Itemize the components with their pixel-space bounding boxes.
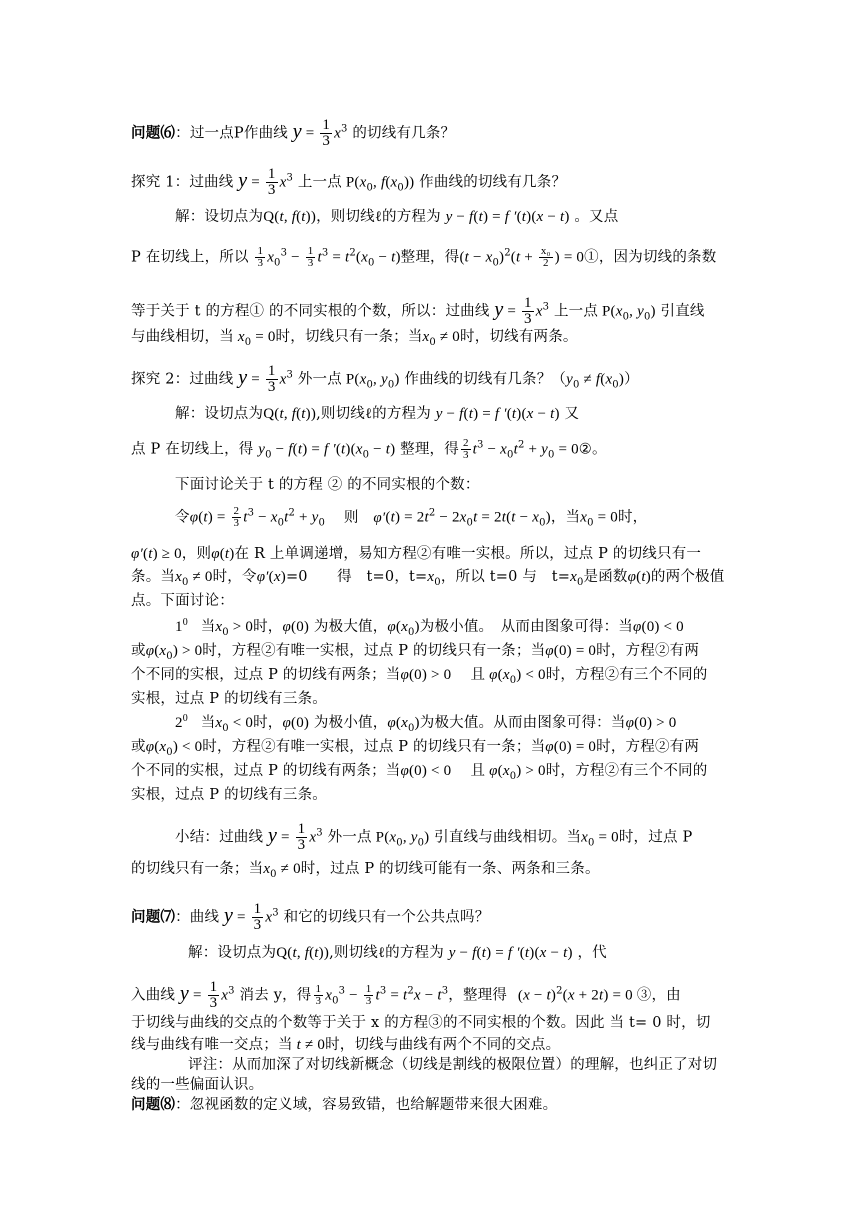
case-1-line-4: 实根，过点 P 的切线有三条。 [131, 691, 327, 707]
exploration-2-discussion-intro: 下面讨论关于 t 的方程 ② 的不同实根的个数： [175, 477, 480, 493]
case-2-line-3: 个不同的实根，过点 P 的切线有两条；当φ(0) < 0 且 $\varphi(x_0) > 0$时，方程②有三个不同的 [131, 763, 708, 782]
exploration-1-solution-line-1: 解：设切点为Q(t, f(t))，则切线ℓ的方程为 y − f(t) = f ′(t)(x − t) 。又点 [175, 209, 619, 225]
question-7: 问题⑺：曲线 y = $\frac{1}{3}$ $x^3$ 和它的切线只有一个公共点吗？ [131, 901, 490, 933]
case-2-line-4: 实根，过点 P 的切线有三条。 [131, 787, 327, 803]
question-6: 问题⑹：过一点P作曲线 y = $\frac{1}{3}$ $x^3$ 的切线有几条？ [131, 117, 456, 149]
question-7-solution-line-1: 解：设切点为Q(t, f(t)),则切线ℓ的方程为 y − f(t) = f ′(t)(x − t) ，代 [188, 945, 607, 961]
exploration-1-solution-line-2: P 在切线上，所以 $\frac{1}{3}$ $x_0^3$ − $\frac{1}{3}$ $t^3 = t^2(x_0 - t)$整理，得$(t - x_0)^2(t$ + $\frac{\text{x₀}}{2}$ ) = 0①，因为切线的条数 [131, 245, 717, 269]
summary-line-1: 小结：过曲线 y = $\frac{1}{3}$ $x^3$ 外一点 $P(x_0$, $y_0$) 引直线与曲线相切。当$x_0 = 0$时，过点 P [175, 821, 693, 853]
case-2-line-1: $2^0$ 当$x_0 < 0$时，φ(0) 为极小值，$\varphi(x_0)$为极大值。从而由图象可得：当φ(0) > 0 [175, 713, 677, 734]
exploration-2-solution-line-1: 解：设切点为Q(t, f(t)),则切线ℓ的方程为 y − f(t) = f ′(t)(x − t) 又 [175, 406, 580, 422]
exploration-2-line-extrema: 条。当$x_0 \ne 0$时，令φ′(x)=0 得 t=0，$t=x_0$，所以 t=0 与 $t=x_0$是函数φ(t)的两个极值 [131, 569, 725, 588]
exploration-2-phi-definition: 令φ(t) = $\frac{2}{3}$ $t^3 - x_0t^2 + y_0$ 则 $\varphi'(t) = 2t^2 - 2x_0t = 2t(t - x_0)$，当$x_0 = 0$时， [175, 505, 648, 529]
case-1-line-2: 或$\varphi(x_0) > 0$时，方程②有唯一实根，过点 P 的切线只有一条；当φ(0) = 0时，方程②有两 [131, 643, 700, 662]
exploration-2-line-monotone: φ′(t) ≥ 0，则φ(t)在 R 上单调递增，易知方程②有唯一实根。所以，过点 P 的切线只有一 [131, 546, 702, 562]
review-line-1: 评注：从而加深了对切线新概念（切线是割线的极限位置）的理解，也纠正了对切 [188, 1057, 718, 1073]
exploration-1-title: 探究 1：过曲线 y = $\frac{1}{3}$ $x^3$ 上一点 $P(x_0$, $f(x_0)$) 作曲线的切线有几条？ [131, 166, 567, 198]
exploration-2-title: 探究 2：过曲线 y = $\frac{1}{3}$ $x^3$ 外一点 $P(x_0$, $y_0$) 作曲线的切线有几条？$(y_0 \ne f(x_0))$ [131, 363, 639, 395]
question-6-text: 过一点P作曲线 [189, 125, 288, 142]
question-7-solution-line-4: 线与曲线有唯一交点；当 t ≠ 0时，切线与曲线有两个不同的交点。 [131, 1037, 561, 1053]
summary-line-2: 的切线只有一条；当$x_0 \ne 0$时，过点 P 的切线可能有一条、两条和三条。 [131, 861, 600, 880]
case-2-line-2: 或$\varphi(x_0) < 0$时，方程②有唯一实根，过点 P 的切线只有一条；当φ(0) = 0时，方程②有两 [131, 739, 700, 758]
exploration-1-solution-line-4: 与曲线相切，当 $x_0 = 0$时，切线只有一条；当$x_0 \ne 0$时，切线有两条。 [131, 329, 578, 348]
question-7-solution-line-2: 入曲线 y = $\frac{1}{3}$ $x^3$ 消去 y，得 $\frac{1}{3}$ $x_0^3$ − $\frac{1}{3}$ $t^3 = t^2x - t^3$，整理得 $(x - t)^2(x + 2t) = 0$ ③，由 [131, 979, 681, 1011]
question-7-label: 问题⑺ [131, 908, 176, 926]
exploration-1-solution-line-3: 等于关于 t 的方程① 的不同实根的个数，所以：过曲线 y = $\frac{1}{3}$ $x^3$ 上一点 $P(x_0$, $y_0$) 引直线 [131, 295, 705, 327]
question-8-label: 问题⑻ [131, 1096, 176, 1113]
case-1-line-1: $1^0$ 当$x_0 > 0$时，φ(0) 为极大值，$\varphi(x_0)$为极小值。 从而由图象可得：当φ(0) < 0 [175, 617, 684, 638]
exploration-2-line-discuss: 点。下面讨论： [131, 593, 234, 609]
review-line-2: 线的一些偏面认识。 [131, 1077, 264, 1093]
question-6-label: 问题⑹ [131, 124, 176, 142]
exploration-2-solution-line-2: 点 P 在切线上，得 $y_0 - f(t) = f$ $'(t)(x_0 - t)$ 整理，得 $\frac{2}{3}$ $t^3 - x_0t^2 + y_0$ = 0②。 [131, 437, 607, 461]
question-7-solution-line-3: 于切线与曲线的交点的个数等于关于 x 的方程③的不同实根的个数。因此 当 t= 0 时，切 [131, 1015, 711, 1031]
question-8: 问题⑻：忽视函数的定义域，容易致错，也给解题带来很大困难。 [131, 1096, 558, 1113]
case-1-line-3: 个不同的实根，过点 P 的切线有两条；当φ(0) > 0 且 $\varphi(x_0) < 0$时，方程②有三个不同的 [131, 667, 708, 686]
